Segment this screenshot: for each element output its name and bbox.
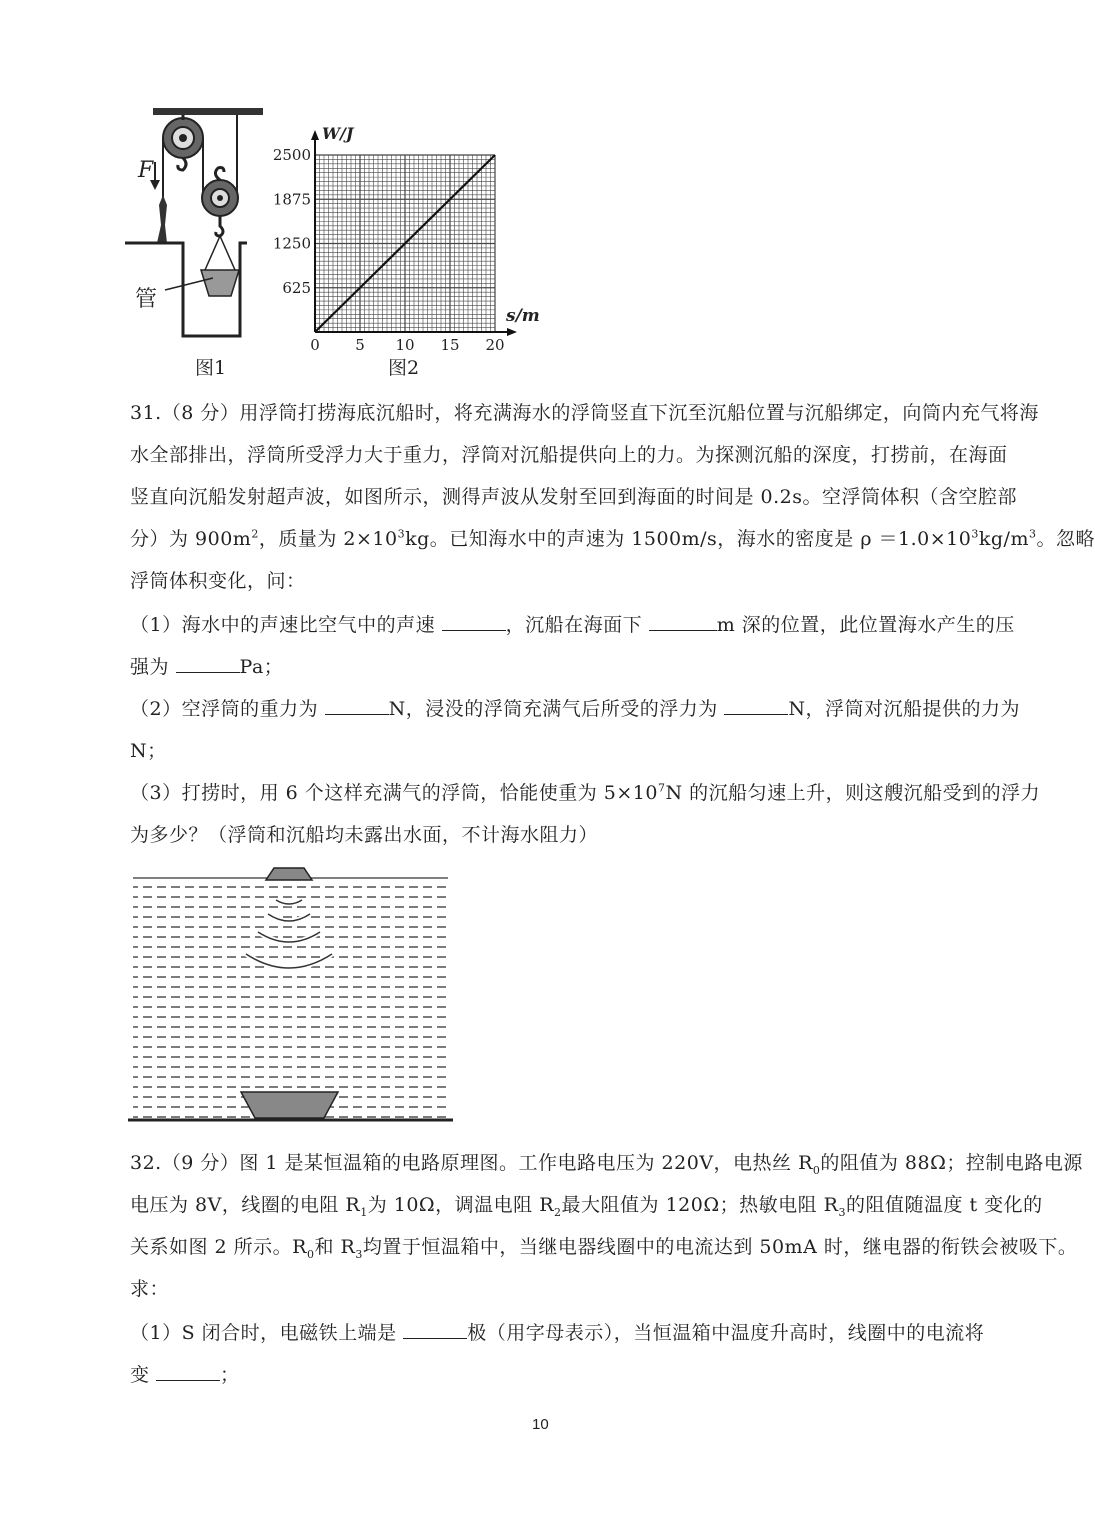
page-number: 10 bbox=[532, 1416, 549, 1433]
q31-line-4: 分）为 $900m^2$，质量为 $2\times 10^3kg$。已知海水中的声速为 1500m/s，海水的密度是 $\rho =1.0\times 10^3kg/m^3$。忽略 bbox=[130, 527, 1095, 550]
y-tick-label: 1250 bbox=[272, 234, 311, 253]
y-tick-label: 1875 bbox=[272, 190, 311, 209]
x-tick-label: 15 bbox=[440, 336, 460, 354]
pipe-label: 管 bbox=[135, 287, 158, 312]
q31-part-1-cont: 强为 Pa； bbox=[130, 656, 284, 678]
y-axis-arrow bbox=[311, 130, 319, 140]
answer-blank[interactable] bbox=[403, 1322, 467, 1339]
q31-part-2-cont: N； bbox=[130, 740, 167, 762]
answer-blank[interactable] bbox=[649, 614, 717, 631]
x-axis-arrow bbox=[507, 328, 517, 336]
answer-blank[interactable] bbox=[442, 614, 506, 631]
chart-y-label: W/J bbox=[322, 124, 354, 143]
answer-blank[interactable] bbox=[325, 698, 389, 715]
q32-line-4: 求： bbox=[130, 1278, 170, 1300]
q31-part-2: （2）空浮筒的重力为 N，浸没的浮筒充满气后所受的浮力为 N，浮筒对沉船提供的力为 bbox=[130, 698, 1020, 720]
fig1-caption: 图1 bbox=[195, 357, 227, 379]
q31-part-3: （3）打捞时，用 6 个这样充满气的浮筒，恰能使重为 $5\times 10^7N$ 的沉船匀速上升，则这艘沉船受到的浮力 bbox=[130, 781, 1041, 804]
q31-line-3: 竖直向沉船发射超声波，如图所示，测得声波从发射至回到海面的时间是 0.2s。空浮筒体积（含空腔部 bbox=[130, 486, 1018, 508]
q32-line-3: 关系如图 2 所示。$R_0$和 $R_3$均置于恒温箱中，当继电器线圈中的电流达到 50mA 时，继电器的衔铁会被吸下。 bbox=[130, 1236, 1078, 1261]
q31-part-1: （1）海水中的声速比空气中的声速 ，沉船在海面下 m 深的位置，此位置海水产生的压 bbox=[130, 614, 1015, 636]
x-tick-label: 10 bbox=[395, 336, 415, 354]
force-label: F bbox=[138, 158, 154, 183]
answer-blank[interactable] bbox=[176, 656, 240, 673]
q32-line-1: 32.（9 分）图 1 是某恒温箱的电路原理图。工作电路电压为 220V，电热丝 $R_0$的阻值为 88Ω；控制电路电源 bbox=[130, 1152, 1083, 1177]
chart-x-label: s/m bbox=[506, 306, 540, 326]
answer-blank[interactable] bbox=[156, 1364, 220, 1381]
q31-part-3-cont: 为多少？（浮筒和沉船均未露出水面，不计海水阻力） bbox=[130, 824, 599, 846]
y-tick-label: 2500 bbox=[272, 146, 311, 164]
q31-line-1: 31.（8 分）用浮筒打捞海底沉船时，将充满海水的浮筒竖直下沉至沉船位置与沉船绑定，向筒内充气将海 bbox=[130, 402, 1039, 424]
x-tick-label: 20 bbox=[485, 336, 505, 354]
q31-line-5: 浮筒体积变化，问： bbox=[130, 570, 306, 592]
q32-part-1-cont: 变 ； bbox=[130, 1364, 240, 1386]
answer-blank[interactable] bbox=[724, 698, 788, 715]
q32-line-2: 电压为 8V，线圈的电阻 $R_1$为 10Ω，调温电阻 $R_2$最大阻值为 120Ω；热敏电阻 $R_3$的阻值随温度 t 变化的 bbox=[130, 1194, 1043, 1219]
fig2-caption: 图2 bbox=[388, 357, 420, 379]
x-tick-label: 5 bbox=[355, 336, 365, 354]
x-tick-label: 0 bbox=[310, 336, 320, 354]
sea-sonar-figure bbox=[128, 862, 453, 1124]
y-tick-label: 625 bbox=[282, 278, 311, 297]
q31-line-2: 水全部排出，浮筒所受浮力大于重力，浮筒对沉船提供向上的力。为探测沉船的深度，打捞前，在海面 bbox=[130, 444, 1008, 466]
q32-part-1: （1）S 闭合时，电磁铁上端是 极（用字母表示），当恒温箱中温度升高时，线圈中的电流将 bbox=[130, 1322, 985, 1344]
